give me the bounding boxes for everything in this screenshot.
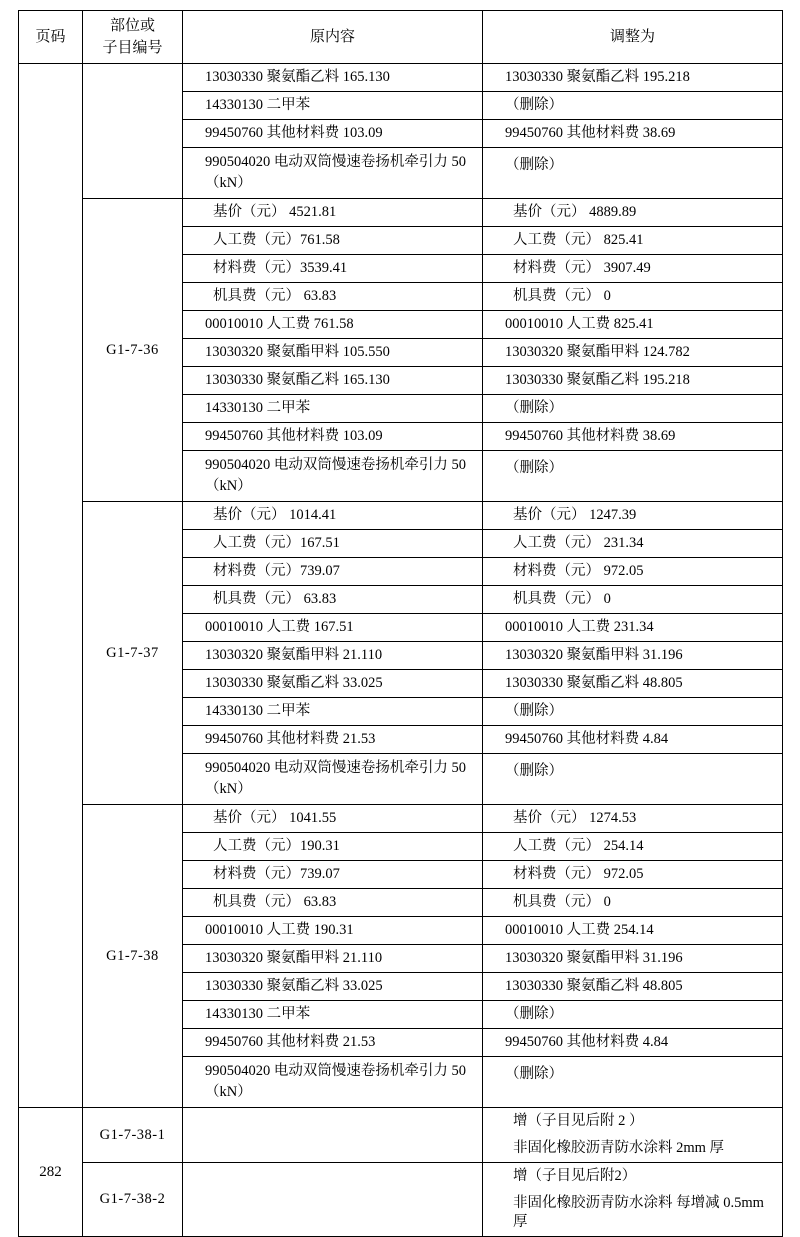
original-cell xyxy=(183,805,483,833)
table-body xyxy=(19,64,783,1237)
original-text: 材料费（元）3539.41 xyxy=(213,260,348,276)
original-text: 14330130 二甲苯 xyxy=(205,703,311,719)
original-text: 13030320 聚氨酯甲料 21.110 xyxy=(205,647,383,663)
original-text: 990504020 电动双筒慢速卷扬机牵引力 50（kN） xyxy=(205,457,466,494)
adjusted-cell xyxy=(483,283,783,311)
code-cell-g1-7-38-1: G1-7-38-1 xyxy=(83,1108,183,1163)
code-cell-g1-7-38: G1-7-38 xyxy=(83,805,183,1108)
original-text: 基价（元） 1014.41 xyxy=(213,507,337,523)
original-text: 人工费（元）190.31 xyxy=(213,838,340,854)
header-adjusted: 调整为 xyxy=(483,11,783,64)
adjusted-text: 13030320 聚氨酯甲料 124.782 xyxy=(505,344,690,360)
adjusted-cell xyxy=(483,120,783,148)
original-cell xyxy=(183,283,483,311)
original-text: 990504020 电动双筒慢速卷扬机牵引力 50（kN） xyxy=(205,1063,466,1100)
original-cell xyxy=(183,1057,483,1108)
adjusted-text: 99450760 其他材料费 4.84 xyxy=(505,731,669,747)
original-text: 材料费（元）739.07 xyxy=(213,866,340,882)
adjusted-cell xyxy=(483,973,783,1001)
adjusted-cell xyxy=(483,698,783,726)
adjusted-text: （删除） xyxy=(505,703,563,719)
original-cell xyxy=(183,726,483,754)
original-text: 基价（元） 4521.81 xyxy=(213,204,337,220)
original-cell xyxy=(183,889,483,917)
original-cell xyxy=(183,642,483,670)
original-text: 13030330 聚氨酯乙料 165.130 xyxy=(205,372,390,388)
original-text: 人工费（元）761.58 xyxy=(213,232,340,248)
original-text: 14330130 二甲苯 xyxy=(205,97,311,113)
header-code-line1: 部位或 xyxy=(109,18,155,34)
adjusted-cell xyxy=(483,861,783,889)
original-text: 材料费（元）739.07 xyxy=(213,563,340,579)
adjusted-text: 人工费（元） 231.34 xyxy=(513,535,644,551)
table-row xyxy=(19,1108,783,1163)
adjusted-text: 13030320 聚氨酯甲料 31.196 xyxy=(505,950,683,966)
adjusted-text: 材料费（元） 3907.49 xyxy=(513,260,651,276)
adjusted-text: 机具费（元） 0 xyxy=(513,591,611,607)
original-cell xyxy=(183,833,483,861)
original-cell xyxy=(183,861,483,889)
adjusted-cell xyxy=(483,1108,783,1163)
original-text: 14330130 二甲苯 xyxy=(205,1006,311,1022)
table-row xyxy=(19,199,783,227)
original-cell xyxy=(183,754,483,805)
original-cell xyxy=(183,917,483,945)
adjusted-cell xyxy=(483,502,783,530)
original-cell xyxy=(183,339,483,367)
adjusted-cell xyxy=(483,199,783,227)
adjusted-cell xyxy=(483,586,783,614)
original-cell xyxy=(183,530,483,558)
page-number-cell: 282 xyxy=(19,1108,83,1237)
adjusted-text: （删除） xyxy=(505,97,563,113)
adjustment-table xyxy=(18,10,783,1237)
adjusted-text: 人工费（元） 825.41 xyxy=(513,232,644,248)
adjusted-cell xyxy=(483,339,783,367)
code-cell-g1-7-37: G1-7-37 xyxy=(83,502,183,805)
adjusted-cell xyxy=(483,1029,783,1057)
original-cell xyxy=(183,973,483,1001)
adjusted-cell xyxy=(483,1163,783,1237)
original-text: 13030330 聚氨酯乙料 165.130 xyxy=(205,69,390,85)
original-cell xyxy=(183,120,483,148)
header-original: 原内容 xyxy=(183,11,483,64)
original-cell xyxy=(183,1108,483,1163)
adjusted-cell xyxy=(483,945,783,973)
adjusted-cell xyxy=(483,423,783,451)
original-cell xyxy=(183,148,483,199)
code-cell-g1-7-36: G1-7-36 xyxy=(83,199,183,502)
page-number-cell-blank xyxy=(19,64,83,1108)
original-cell xyxy=(183,1001,483,1029)
original-cell xyxy=(183,451,483,502)
header-code xyxy=(83,11,183,64)
table-row xyxy=(19,502,783,530)
original-cell xyxy=(183,255,483,283)
original-cell xyxy=(183,670,483,698)
adjusted-text: 99450760 其他材料费 4.84 xyxy=(505,1034,669,1050)
original-cell xyxy=(183,698,483,726)
original-text: 990504020 电动双筒慢速卷扬机牵引力 50（kN） xyxy=(205,154,466,191)
code-cell-g1-7-38-2: G1-7-38-2 xyxy=(83,1163,183,1237)
original-text: 14330130 二甲苯 xyxy=(205,400,311,416)
original-cell xyxy=(183,199,483,227)
original-text: 99450760 其他材料费 21.53 xyxy=(205,1034,376,1050)
original-text: 基价（元） 1041.55 xyxy=(213,810,337,826)
adjusted-text: （删除） xyxy=(505,1066,563,1082)
adjusted-text: （删除） xyxy=(505,460,563,476)
adjusted-text: 99450760 其他材料费 38.69 xyxy=(505,125,676,141)
table-row xyxy=(19,1163,783,1237)
adjusted-cell xyxy=(483,670,783,698)
original-cell xyxy=(183,367,483,395)
original-text: 99450760 其他材料费 103.09 xyxy=(205,125,383,141)
adjusted-cell xyxy=(483,1057,783,1108)
table-header xyxy=(19,11,783,64)
original-text: 13030320 聚氨酯甲料 21.110 xyxy=(205,950,383,966)
code-cell-blank xyxy=(83,64,183,199)
adjusted-cell xyxy=(483,917,783,945)
adjusted-cell xyxy=(483,614,783,642)
original-cell xyxy=(183,586,483,614)
original-cell xyxy=(183,227,483,255)
original-text: 13030330 聚氨酯乙料 33.025 xyxy=(205,978,383,994)
adjusted-text: 13030330 聚氨酯乙料 195.218 xyxy=(505,372,690,388)
original-text: 990504020 电动双筒慢速卷扬机牵引力 50（kN） xyxy=(205,760,466,797)
adjusted-cell xyxy=(483,92,783,120)
adjusted-cell xyxy=(483,558,783,586)
header-code-line2: 子目编号 xyxy=(102,40,163,56)
adjusted-text: （删除） xyxy=(505,1006,563,1022)
adjusted-cell xyxy=(483,726,783,754)
original-text: 99450760 其他材料费 21.53 xyxy=(205,731,376,747)
adjusted-cell xyxy=(483,148,783,199)
original-text: 00010010 人工费 761.58 xyxy=(205,316,354,332)
adjusted-cell xyxy=(483,805,783,833)
adjusted-text: 13030330 聚氨酯乙料 48.805 xyxy=(505,978,683,994)
adjusted-text: 材料费（元） 972.05 xyxy=(513,866,644,882)
original-cell xyxy=(183,423,483,451)
adjusted-cell xyxy=(483,642,783,670)
original-text: 13030330 聚氨酯乙料 33.025 xyxy=(205,675,383,691)
adjusted-text-line1: 增（子目见后附 2 ） xyxy=(513,1113,644,1129)
adjusted-text: 13030330 聚氨酯乙料 48.805 xyxy=(505,675,683,691)
original-text: 00010010 人工费 167.51 xyxy=(205,619,354,635)
original-text xyxy=(183,1179,482,1221)
adjusted-text-line2: 非固化橡胶沥青防水涂料 每增减 0.5mm 厚 xyxy=(513,1195,764,1230)
adjusted-text-line2: 非固化橡胶沥青防水涂料 2mm 厚 xyxy=(513,1140,725,1156)
adjusted-text: （删除） xyxy=(505,400,563,416)
adjusted-cell xyxy=(483,227,783,255)
adjusted-text: 基价（元） 1274.53 xyxy=(513,810,637,826)
adjusted-cell xyxy=(483,311,783,339)
original-text: 机具费（元） 63.83 xyxy=(213,288,337,304)
original-cell xyxy=(183,92,483,120)
adjusted-cell xyxy=(483,889,783,917)
adjusted-text: 13030320 聚氨酯甲料 31.196 xyxy=(505,647,683,663)
adjusted-cell xyxy=(483,367,783,395)
adjusted-text: 00010010 人工费 254.14 xyxy=(505,922,654,938)
adjusted-text: 材料费（元） 972.05 xyxy=(513,563,644,579)
adjusted-text-line1: 增（子目见后附2） xyxy=(513,1168,637,1184)
original-cell xyxy=(183,614,483,642)
adjusted-cell xyxy=(483,64,783,92)
original-cell xyxy=(183,502,483,530)
original-text: 机具费（元） 63.83 xyxy=(213,591,337,607)
adjusted-cell xyxy=(483,833,783,861)
header-row xyxy=(19,11,783,64)
adjusted-text: 00010010 人工费 231.34 xyxy=(505,619,654,635)
adjusted-text: 人工费（元） 254.14 xyxy=(513,838,644,854)
adjusted-cell xyxy=(483,754,783,805)
header-page: 页码 xyxy=(19,11,83,64)
adjusted-cell xyxy=(483,451,783,502)
original-text: 人工费（元）167.51 xyxy=(213,535,340,551)
original-cell xyxy=(183,64,483,92)
adjusted-text: （删除） xyxy=(505,763,563,779)
adjusted-cell xyxy=(483,395,783,423)
original-cell xyxy=(183,311,483,339)
original-text: 机具费（元） 63.83 xyxy=(213,894,337,910)
original-text: 00010010 人工费 190.31 xyxy=(205,922,354,938)
adjusted-cell xyxy=(483,255,783,283)
adjusted-cell xyxy=(483,1001,783,1029)
adjusted-text: 机具费（元） 0 xyxy=(513,288,611,304)
table-row xyxy=(19,805,783,833)
adjusted-text: 99450760 其他材料费 38.69 xyxy=(505,428,676,444)
original-cell xyxy=(183,1029,483,1057)
adjusted-cell xyxy=(483,530,783,558)
original-cell xyxy=(183,945,483,973)
adjusted-text: 机具费（元） 0 xyxy=(513,894,611,910)
adjusted-text: 基价（元） 1247.39 xyxy=(513,507,637,523)
original-cell xyxy=(183,558,483,586)
adjusted-text: 13030330 聚氨酯乙料 195.218 xyxy=(505,69,690,85)
original-text: 99450760 其他材料费 103.09 xyxy=(205,428,383,444)
original-text xyxy=(183,1114,482,1156)
original-text: 13030320 聚氨酯甲料 105.550 xyxy=(205,344,390,360)
adjusted-text: 00010010 人工费 825.41 xyxy=(505,316,654,332)
adjusted-text: 基价（元） 4889.89 xyxy=(513,204,637,220)
original-cell xyxy=(183,395,483,423)
adjusted-text: （删除） xyxy=(505,157,563,173)
original-cell xyxy=(183,1163,483,1237)
table-row xyxy=(19,64,783,92)
